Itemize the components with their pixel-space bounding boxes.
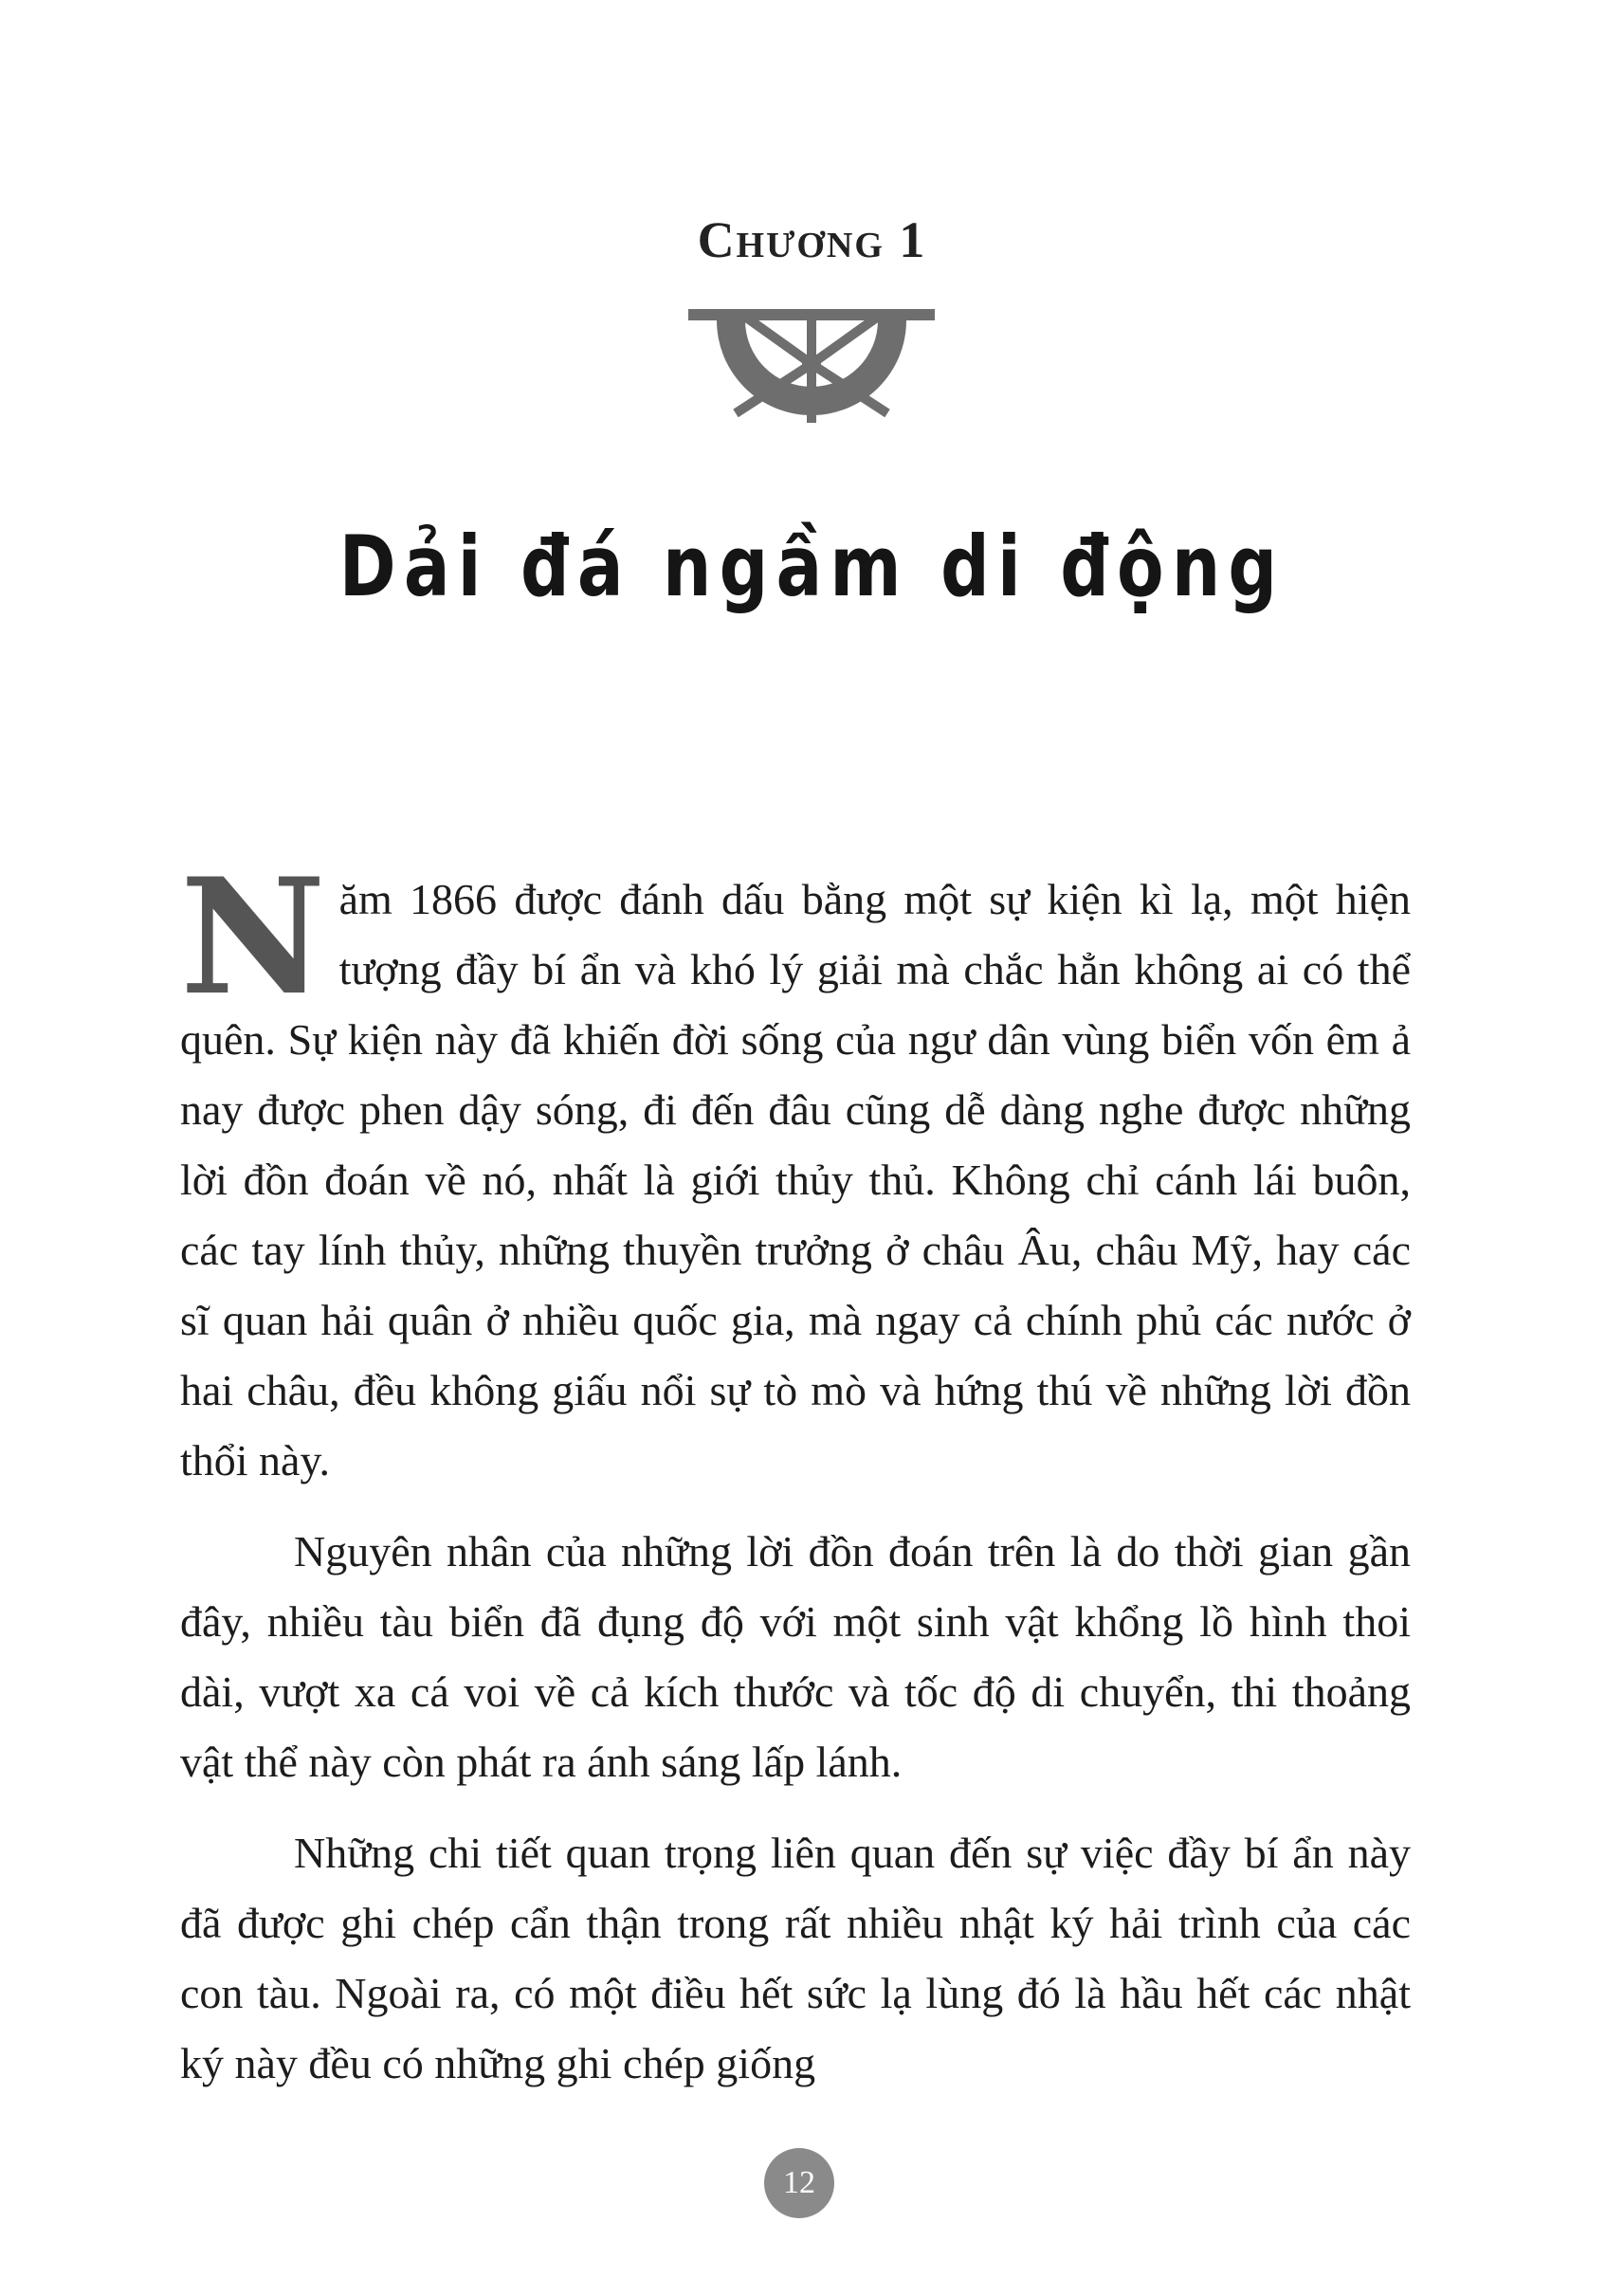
paragraph-3: Những chi tiết quan trọng liên quan đến sự việc đầy bí ẩn này đã được ghi chép cẩn thận trong rất nhiều nhật ký hải trình của các con tàu. Ngoài ra, có một điều hết sức lạ lùng đó là hầu hết các nhật ký này đều có những ghi chép giống — [180, 1829, 1411, 2087]
ship-wheel-icon — [688, 309, 935, 423]
paragraph-1 — [180, 843, 1411, 1496]
chapter-body — [180, 843, 1411, 2120]
chapter-title: Dải đá ngầm di động — [338, 518, 1286, 615]
paragraph-1-text: ăm 1866 được đánh dấu bằng một sự kiện kì lạ, một hiện tượng đầy bí ẩn và khó lý giải mà chắc hẳn không ai có thể quên. Sự kiện này đã khiến đời sống của ngư dân vùng biển vốn êm ả nay được phen dậy sóng, đi đến đâu cũng dễ dàng nghe được những lời đồn đoán về nó, nhất là giới thủy thủ. Không chỉ cánh lái buôn, các tay lính thủy, những thuyền trưởng ở châu Âu, châu Mỹ, hay các sĩ quan hải quân ở nhiều quốc gia, mà ngay cả chính phủ các nước ở hai châu, đều không giấu nổi sự tò mò và hứng thú về những lời đồn thổi này. — [180, 875, 1411, 1484]
chapter-label: Chương 1 — [697, 211, 927, 268]
drop-cap: N — [180, 843, 326, 1030]
page-number: 12 — [764, 2148, 834, 2218]
paragraph-2: Nguyên nhân của những lời đồn đoán trên là do thời gian gần đây, nhiều tàu biển đã đụng độ với một sinh vật khổng lồ hình thoi dài, vượt xa cá voi về cả kích thước và tốc độ di chuyển, thi thoảng vật thể này còn phát ra ánh sáng lấp lánh. — [180, 1527, 1411, 1786]
